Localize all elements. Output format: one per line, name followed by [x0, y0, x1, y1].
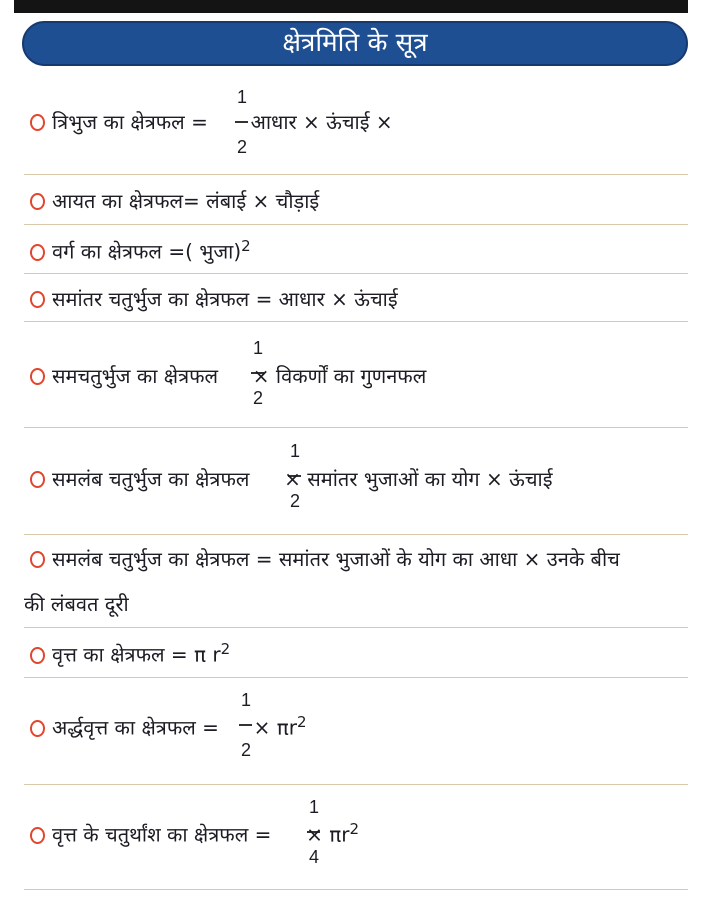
divider: [24, 784, 688, 785]
formula-rhombus: समचतुर्भुज का क्षेत्रफल × विकर्णों का गुणनफल: [30, 362, 426, 389]
circle-bullet-icon: [30, 647, 45, 664]
formula-trapezium-alt: समलंब चतुर्भुज का क्षेत्रफल = समांतर भुजाओं के योग का आधा × उनके बीच: [30, 545, 620, 572]
formula-triangle: त्रिभुज का क्षेत्रफल = आधार × ऊंचाई ×: [30, 108, 393, 135]
divider: [24, 889, 688, 890]
divider: [24, 534, 688, 535]
circle-bullet-icon: [30, 827, 45, 844]
fraction-numerator: 1: [236, 87, 247, 107]
fraction-numerator: 1: [240, 690, 251, 710]
divider: [24, 427, 688, 428]
formula-semicircle: अर्द्धवृत्त का क्षेत्रफल = × $\pi r^2$: [30, 713, 307, 741]
formula-trapezium: समलंब चतुर्भुज का क्षेत्रफल × समांतर भुजाओं का योग × ऊंचाई: [30, 465, 553, 492]
circle-bullet-icon: [30, 244, 45, 261]
formula-continuation: की लंबवत दूरी: [24, 592, 129, 616]
circle-bullet-icon: [30, 291, 45, 308]
divider: [24, 321, 688, 322]
circle-bullet-icon: [30, 114, 45, 131]
fraction-denominator: 2: [240, 740, 251, 760]
formula-circle: वृत्त का क्षेत्रफल = π $r^2$: [30, 640, 230, 668]
circle-bullet-icon: [30, 551, 45, 568]
circle-bullet-icon: [30, 368, 45, 385]
formula-parallelogram: समांतर चतुर्भुज का क्षेत्रफल = आधार × ऊंचाई: [30, 285, 398, 312]
fraction-denominator: 2: [236, 137, 247, 157]
divider: [24, 224, 688, 225]
formula-square: वर्ग का क्षेत्रफल =( भुजा)$^2$: [30, 237, 251, 265]
formula-quadrant: वृत्त के चतुर्थांश का क्षेत्रफल = × $\pi r^2$: [30, 820, 359, 848]
fraction-denominator: 2: [289, 491, 300, 511]
top-bar: [14, 0, 688, 13]
circle-bullet-icon: [30, 193, 45, 210]
page-title: क्षेत्रमिति के सूत्र: [22, 21, 688, 66]
circle-bullet-icon: [30, 720, 45, 737]
fraction-numerator: 1: [308, 797, 319, 817]
fraction-numerator: 1: [289, 441, 300, 461]
circle-bullet-icon: [30, 471, 45, 488]
formula-rectangle: आयत का क्षेत्रफल= लंबाई × चौड़ाई: [30, 187, 319, 214]
divider: [24, 627, 688, 628]
fraction-denominator: 4: [308, 847, 319, 867]
divider: [24, 174, 688, 175]
divider: [24, 677, 688, 678]
fraction-denominator: 2: [252, 388, 263, 408]
fraction-numerator: 1: [252, 338, 263, 358]
divider: [24, 273, 688, 274]
